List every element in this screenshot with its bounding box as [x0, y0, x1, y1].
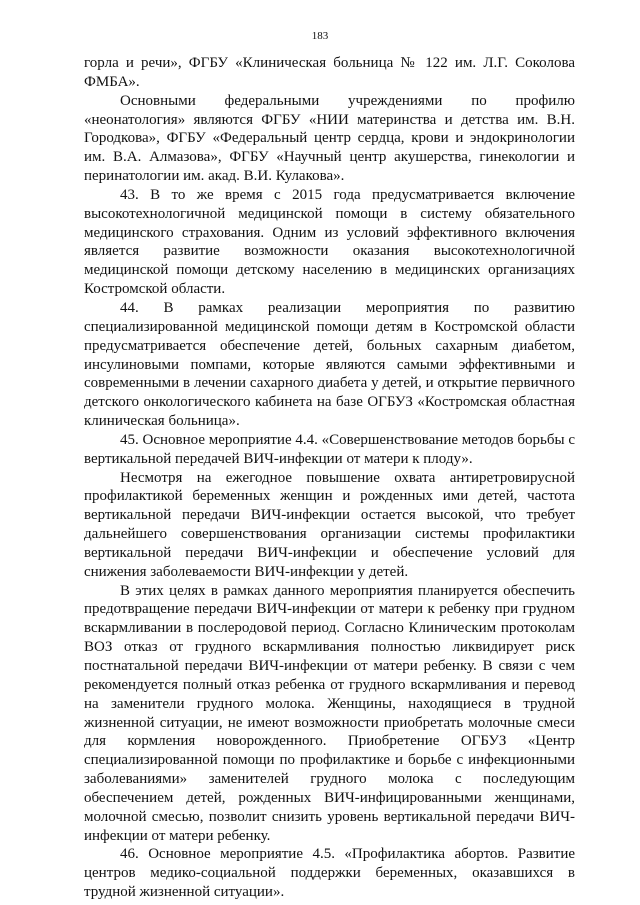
paragraph-hiv-measures: В этих целях в рамках данного мероприятия планируется обеспечить предотвращение передачи ВИЧ-инфекции от матери к ребенку при грудном вскармливании в послеродовой период. Согласно Клиническим протоколам ВОЗ отказ от грудного вскармливания полностью ликвидирует риск постнатальной передачи ВИЧ-инфекции от матери ребенку. В связи с чем рекомендуется полный отказ ребенка от грудного вскармливания и перевод на заменители грудного молока. Женщины, находящиеся в трудной жизненной ситуации, не имеют возможности приобретать молочные смеси для кормления новорожденного. Приобретение ОГБУЗ «Центр специализированной помощи по профилактике и борьбе с инфекционными заболеваниями» заменителей грудного молока с последующим обеспечением детей, рожденных ВИЧ-инфицированными женщинами, молочной смесью, позволит снизить уровень вертикальной передачи ВИЧ-инфекции от матери ребенку. [84, 582, 575, 844]
paragraph-43: 43. В то же время с 2015 года предусматривается включение высокотехнологичной медицинской помощи в систему обязательного медицинского страхования. Одним из условий эффективного включения является развитие возможности оказания высокотехнологичной медицинской помощи детскому населению в медицинских организациях Костромской области. [84, 186, 575, 298]
paragraph-neonatology-institutions: Основными федеральными учреждениями по профилю «неонатология» являются ФГБУ «НИИ материнства и детства им. В.Н. Городкова», ФГБУ «Федеральный центр сердца, крови и эндокринологии им. В.А. Алмазова», ФГБУ «Научный центр акушерства, гинекологии и перинатологии им. акад. В.И. Кулакова». [84, 92, 575, 185]
paragraph-hiv-coverage: Несмотря на ежегодное повышение охвата антиретровирусной профилактикой беременных женщин и рожденных ими детей, частота вертикальной передачи ВИЧ-инфекции остается высокой, что требует дальнейшего совершенствования организации системы профилактики вертикальной передачи ВИЧ-инфекции и обеспечение условий для снижения заболеваемости ВИЧ-инфекции у детей. [84, 469, 575, 580]
paragraph-44: 44. В рамках реализации мероприятия по развитию специализированной медицинской помощи детям в Костромской области предусматривается обеспечение детей, больных сахарным диабетом, инсулиновыми помпами, которые являются самыми эффективными и современными в лечении сахарного диабета у детей, и открытие первичного детского онкологического кабинета на базе ОГБУЗ «Костромская областная клиническая больница». [84, 299, 575, 430]
paragraph-46: 46. Основное мероприятие 4.5. «Профилактика абортов. Развитие центров медико-социальной поддержки беременных, оказавшихся в трудной жизненной ситуации». [84, 846, 575, 901]
paragraph-45: 45. Основное мероприятие 4.4. «Совершенствование методов борьбы с вертикальной передачей ВИЧ-инфекции от матери к плоду». [84, 431, 575, 467]
page-number: 183 [311, 30, 329, 42]
document-body [84, 54, 575, 902]
paragraph-continuation: горла и речи», ФГБУ «Клиническая больница № 122 им. Л.Г. Соколова ФМБА». [84, 55, 575, 90]
